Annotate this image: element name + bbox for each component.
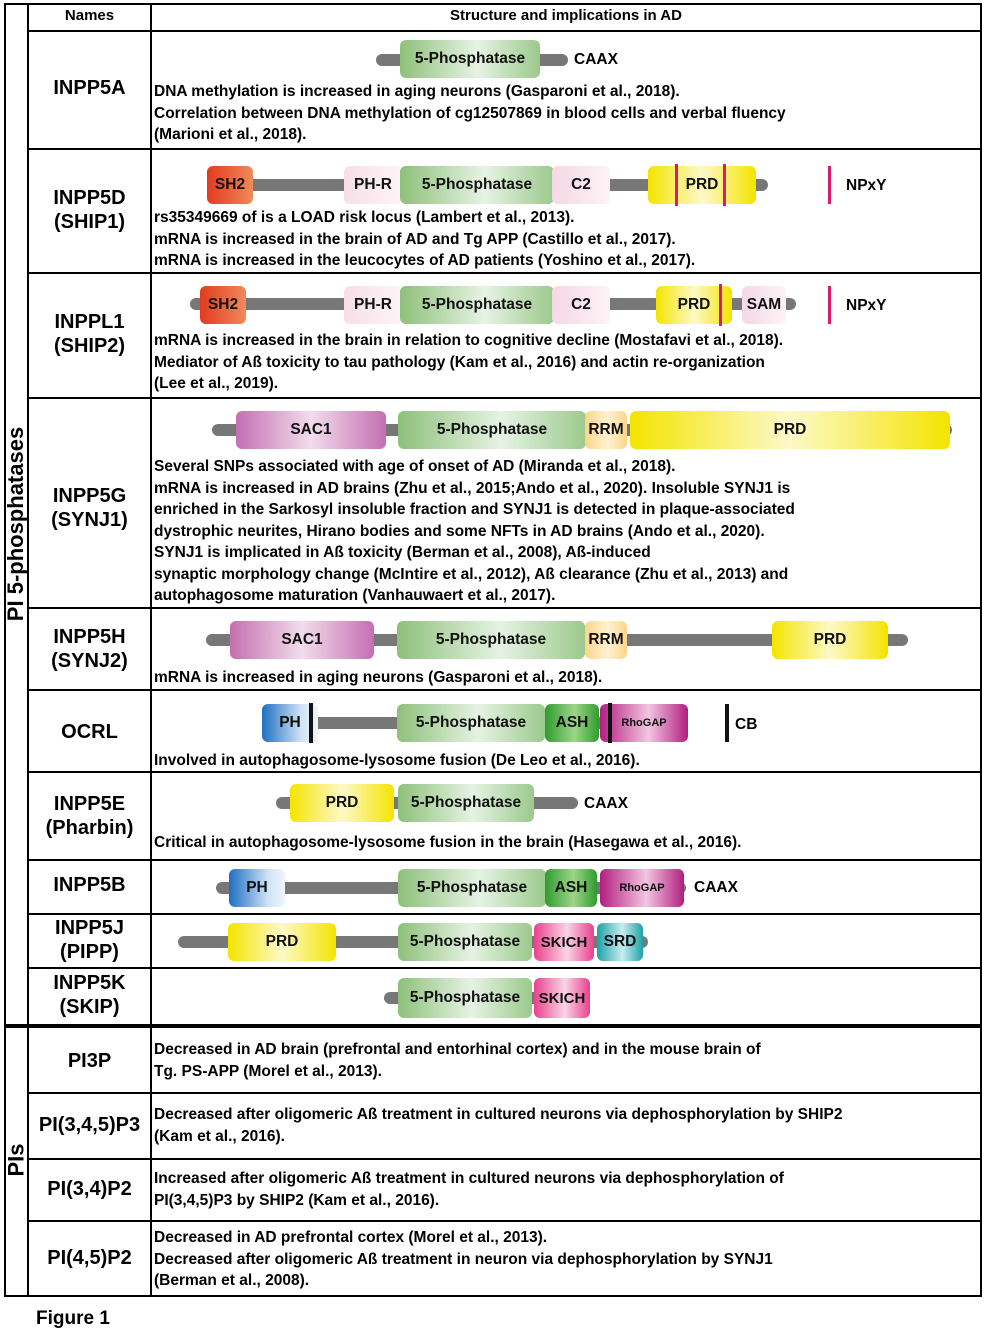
domain-prd: PRD <box>772 621 888 659</box>
domain-prd: PRD <box>228 923 336 961</box>
row-name-pi3p: PI3P <box>67 1050 112 1072</box>
motif-caax: CAAX <box>574 51 618 68</box>
names-column-divider <box>150 3 152 1297</box>
motif-caax: CAAX <box>584 795 628 812</box>
row-desc-pi45p2: Decreased in AD prefrontal cortex (Morel et al., 2013). Decreased after oligomeric Aß treatment in neuron via dephosphorylation by SYNJ1 (Berman et al., 2008). <box>154 1229 773 1289</box>
header-names: Names <box>64 7 115 24</box>
domain-c2: C2 <box>552 166 610 204</box>
domain-sam: SAM <box>742 286 786 324</box>
domain-ash: ASH <box>545 704 599 742</box>
npxy-legend-marker <box>828 166 831 204</box>
table-border-left <box>4 3 6 1297</box>
domain-5-phosphatase: 5-Phosphatase <box>398 923 532 961</box>
row-desc-inpp5e: Critical in autophagosome-lysosome fusion in the brain (Hasegawa et al., 2016). <box>154 834 742 851</box>
group-separator <box>4 1024 982 1028</box>
domain-5-phosphatase: 5-Phosphatase <box>400 166 554 204</box>
domain-5-phosphatase: 5-Phosphatase <box>400 40 540 78</box>
row-desc-pi3p: Decreased in AD brain (prefrontal and entorhinal cortex) and in the mouse brain of Tg. PS-APP (Morel et al., 2013). <box>154 1041 761 1080</box>
row-name-inppl1: INPPL1 (SHIP2) <box>53 311 126 357</box>
row-name-inpp5g: INPP5G (SYNJ1) <box>51 485 128 531</box>
domain-5-phosphatase: 5-Phosphatase <box>398 784 534 822</box>
row-desc-inpp5a: DNA methylation is increased in aging neurons (Gasparoni et al., 2018). Correlation between DNA methylation of cg12507869 in blood cells and verbal fluency (Marioni et al., 2018). <box>154 83 786 143</box>
domain-5-phosphatase: 5-Phosphatase <box>397 704 545 742</box>
domain-ash: ASH <box>545 869 597 907</box>
row-desc-ocrl: Involved in autophagosome-lysosome fusion (De Leo et al., 2016). <box>154 752 640 769</box>
domain-ph-r: PH-R <box>344 166 402 204</box>
row-name-inpp5e: INPP5E (Pharbin) <box>45 793 134 839</box>
domain-5-phosphatase: 5-Phosphatase <box>400 286 554 324</box>
domain-5-phosphatase: 5-Phosphatase <box>398 869 546 907</box>
domain-ph: PH <box>229 869 285 907</box>
row-desc-inpp5d: rs35349669 of is a LOAD risk locus (Lambert et al., 2013). mRNA is increased in the brain of AD and Tg APP (Castillo et al., 2017). mRNA is increased in the leucocytes of AD patients (Yoshino et al., 2017). <box>154 209 696 269</box>
domain-sh2: SH2 <box>200 286 246 324</box>
row-desc-pi34p2: Increased after oligomeric Aß treatment in cultured neurons via dephosphorylation of PI(3,4,5)P3 by SHIP2 (Kam et al., 2016). <box>154 1170 784 1209</box>
row-name-inpp5b: INPP5B <box>53 874 126 896</box>
cb-legend-marker <box>725 704 729 742</box>
legend-npxy: NPxY <box>846 177 887 194</box>
table-border-right <box>980 3 982 1297</box>
row-name-inpp5d: INPP5D (SHIP1) <box>53 187 126 233</box>
domain-rhogap: RhoGAP <box>600 869 684 907</box>
npxy-marker <box>675 164 678 206</box>
group-label-pi5: PI 5-phosphatases <box>3 426 29 622</box>
row-name-ocrl: OCRL <box>61 721 118 743</box>
legend-npxy: NPxY <box>846 297 887 314</box>
domain-skich: SKICH <box>534 978 590 1018</box>
domain-prd: PRD <box>656 286 732 324</box>
domain-5-phosphatase: 5-Phosphatase <box>397 621 585 659</box>
npxy-marker <box>719 284 722 326</box>
legend-cb: CB <box>735 716 758 733</box>
npxy-marker <box>723 164 726 206</box>
domain-5-phosphatase: 5-Phosphatase <box>398 411 586 449</box>
row-name-pi45p2: PI(4,5)P2 <box>47 1247 132 1269</box>
row-name-pi34p2: PI(3,4)P2 <box>47 1178 132 1200</box>
domain-srd: SRD <box>597 923 643 961</box>
row-name-pi345p3: PI(3,4,5)P3 <box>38 1114 141 1136</box>
motif-caax: CAAX <box>694 879 738 896</box>
cb-marker <box>608 703 612 743</box>
domain-ph-r: PH-R <box>344 286 402 324</box>
row-name-inpp5j: INPP5J (PIPP) <box>55 917 124 963</box>
domain-5-phosphatase: 5-Phosphatase <box>398 978 532 1018</box>
header-structure: Structure and implications in AD <box>450 7 682 24</box>
domain-sac1: SAC1 <box>236 411 386 449</box>
group-label-pis: PIs <box>3 1143 29 1177</box>
figure-label: Figure 1 <box>36 1308 110 1329</box>
domain-prd: PRD <box>290 784 394 822</box>
cb-marker <box>309 703 313 743</box>
domain-rrm: RRM <box>585 621 627 659</box>
row-name-inpp5a: INPP5A <box>53 77 126 99</box>
domain-rhogap: RhoGAP <box>600 704 688 742</box>
domain-prd: PRD <box>648 166 756 204</box>
domain-c2: C2 <box>552 286 610 324</box>
domain-prd: PRD <box>630 411 950 449</box>
domain-ph: PH <box>262 704 318 742</box>
domain-rrm: RRM <box>585 411 627 449</box>
domain-skich: SKICH <box>534 923 594 961</box>
row-name-inpp5k: INPP5K (SKIP) <box>53 972 126 1018</box>
npxy-legend-marker <box>828 286 831 324</box>
row-desc-inpp5h: mRNA is increased in aging neurons (Gasparoni et al., 2018). <box>154 669 603 686</box>
domain-sh2: SH2 <box>207 166 253 204</box>
row-desc-inppl1: mRNA is increased in the brain in relation to cognitive decline (Mostafavi et al., 2018). Mediator of Aß toxicity to tau pathology (Kam et al., 2016) and actin re-organization (Lee et al., 2019). <box>154 332 784 392</box>
row-desc-pi345p3: Decreased after oligomeric Aß treatment in cultured neurons via dephosphorylation by SHIP2 (Kam et al., 2016). <box>154 1106 843 1145</box>
row-name-inpp5h: INPP5H (SYNJ2) <box>51 626 128 672</box>
row-desc-inpp5g: Several SNPs associated with age of onset of AD (Miranda et al., 2018). mRNA is increased in AD brains (Zhu et al., 2015;Ando et al., 2020). Insoluble SYNJ1 is enriched in the Sarkosyl insoluble fraction and SYNJ1 is detected in plaque-associated dystrophic neurites, Hirano bodies and some NFTs in AD brains (Ando et al., 2020). SYNJ1 is implicated in Aß toxicity (Berman et al., 2008), Aß-induced synaptic morphology change (McIntire et al., 2012), Aß clearance (Zhu et al., 2013) and autophagosome maturation (Vanhauwaert et al., 2017). <box>154 458 795 604</box>
domain-sac1: SAC1 <box>230 621 374 659</box>
